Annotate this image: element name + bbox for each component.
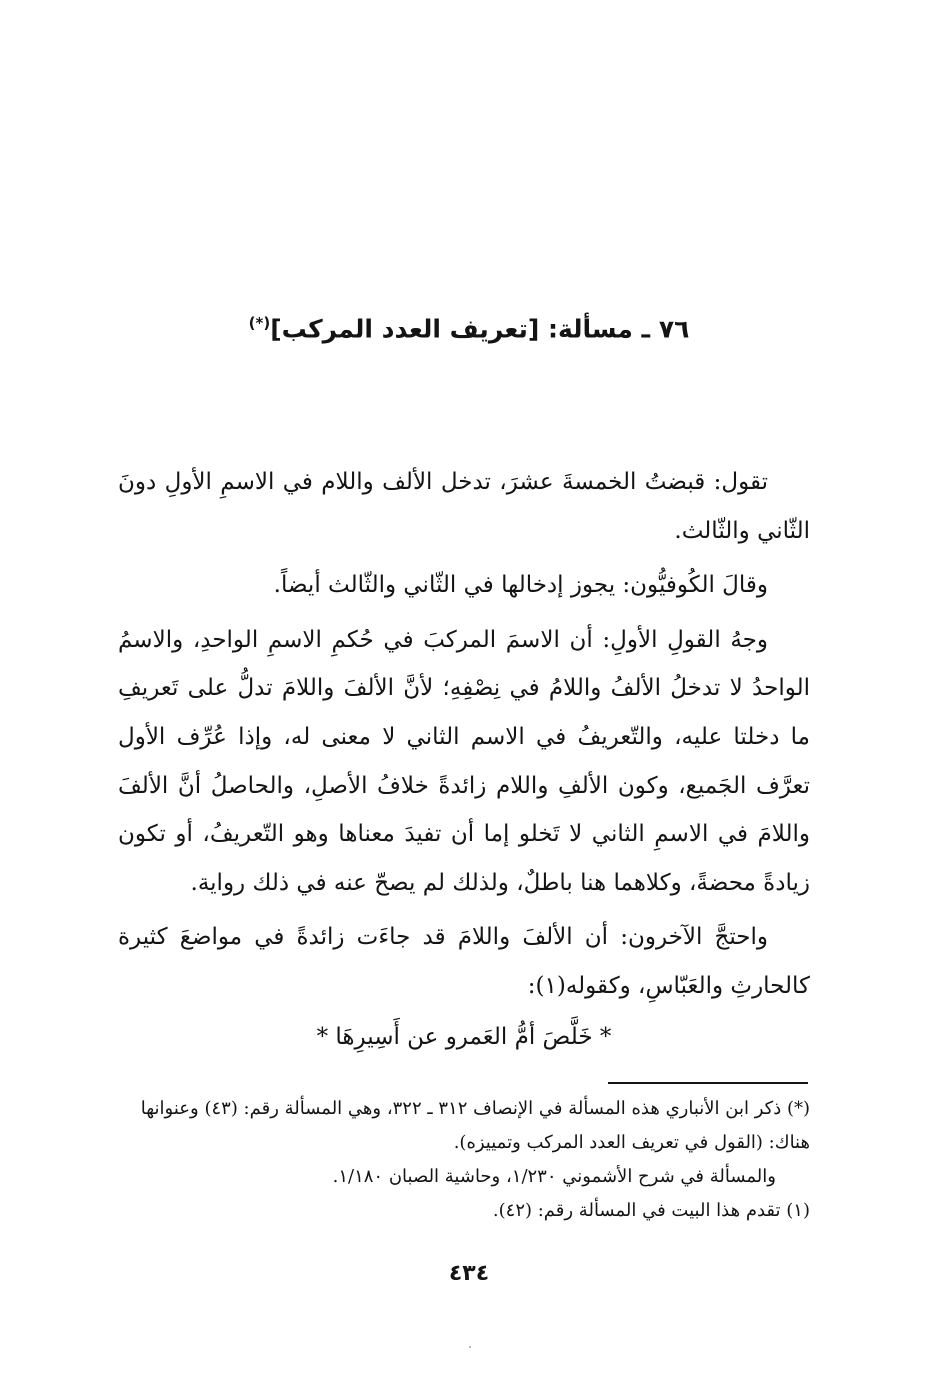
paragraph-4: واحتجَّ الآخرون: أن الألفَ واللامَ قد جاءَت زائدةً في مواضعَ كثيرة كالحارثِ والعَبّاسِ، وكقوله(١): (118, 924, 810, 999)
footnote-separator (608, 1082, 808, 1084)
footnote-1: (*) ذكر ابن الأنباري هذه المسألة في الإنصاف ٣١٢ ـ ٣٢٢، وهي المسألة رقم: (٤٣) وعنوانها هناك: (القول في تعريف العدد المركب وتمييزه). (140, 1098, 810, 1153)
paragraph-1: تقول: قبضتُ الخمسةَ عشرَ، تدخل الألف واللام في الاسمِ الأولِ دونَ الثّاني والثّالث. (118, 469, 810, 544)
footnotes (118, 1092, 810, 1228)
scan-speck (469, 1346, 471, 1348)
verse-line: * خَلَّصَ أمُّ العَمرو عن أَسِيرِهَا * (316, 1023, 612, 1050)
section-heading (150, 303, 788, 349)
main-text (118, 458, 810, 1061)
page-number: ٤٣٤ (448, 1261, 490, 1286)
paragraph-3: وجهُ القولِ الأولِ: أن الاسمَ المركبَ في حُكمِ الاسمِ الواحدِ، والاسمُ الواحدُ لا تدخلُ الألفُ واللامُ في نِصْفِهِ؛ لأنَّ الألفَ واللامَ تدلُّ على تَعريفِ ما دخلتا عليه، والتّعريفُ في الاسم الثاني لا معنى له، وإذا عُرِّف الأول تعرَّف الجَميع، وكون الألفِ واللام زائدةً خلافُ الأصلِ، والحاصلُ أنَّ الألفَ واللامَ في الاسمِ الثاني لا تَخلو إما أن تفيدَ معناها وهو التّعريفُ، أو تكون زيادةً محضةً، وكلاهما هنا باطلٌ، ولذلك لم يصحّ عنه في ذلك رواية. (118, 626, 810, 896)
footnote-1-continuation: والمسألة في شرح الأشموني ١/٢٣٠، وحاشية الصبان ١/١٨٠. (332, 1166, 776, 1187)
heading-title: ٧٦ ـ مسألة: [تعريف العدد المركب] (270, 314, 690, 344)
heading-footnote-marker: (*) (248, 314, 271, 332)
footnote-2: (١) تقدم هذا البيت في المسألة رقم: (٤٢). (492, 1200, 810, 1221)
paragraph-2: وقالَ الكُوفيُّون: يجوز إدخالها في الثّاني والثّالث أيضاً. (273, 572, 768, 599)
